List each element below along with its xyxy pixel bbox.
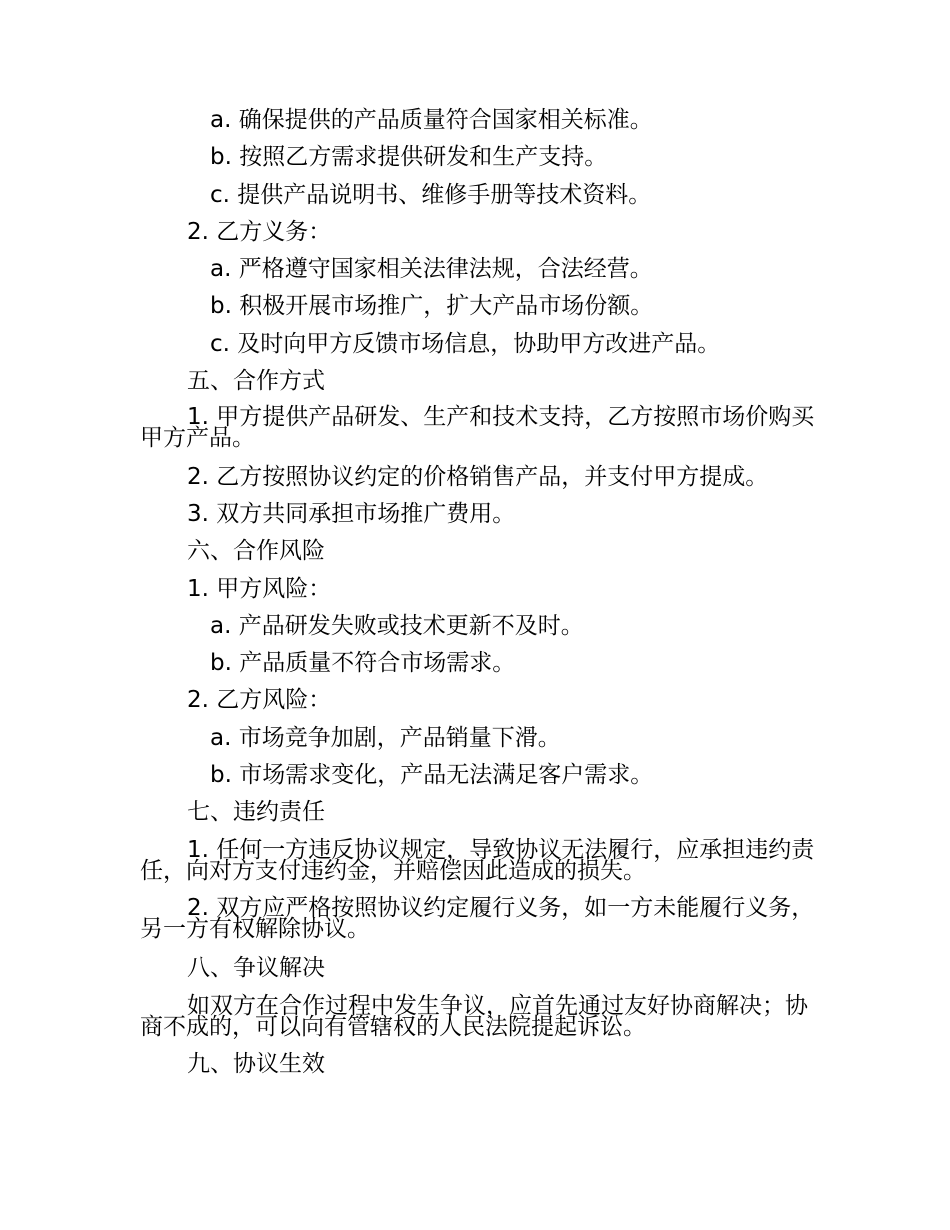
- party-b-risk-heading: 2. 乙方风险：: [187, 687, 332, 713]
- section-heading-dispute-resolution: 八、争议解决: [187, 955, 325, 981]
- section-heading-risks: 六、合作风险: [187, 538, 325, 564]
- party-b-duty-a: a. 严格遵守国家相关法律法规，合法经营。: [210, 256, 653, 282]
- section-heading-cooperation-mode: 五、合作方式: [187, 368, 325, 394]
- party-b-risk-b: b. 市场需求变化，产品无法满足客户需求。: [210, 762, 654, 788]
- section-heading-effectiveness: 九、协议生效: [187, 1051, 325, 1077]
- breach-item-1: 1. 任何一方违反协议规定，导致协议无法履行，应承担违约责任，向对方支付违约金，并赔偿因此造成的损失。: [140, 837, 815, 884]
- party-b-duties-heading: 2. 乙方义务：: [187, 219, 332, 245]
- party-a-risk-a: a. 产品研发失败或技术更新不及时。: [210, 613, 584, 639]
- party-a-risk-b: b. 产品质量不符合市场需求。: [210, 650, 516, 676]
- party-a-duty-c: c. 提供产品说明书、维修手册等技术资料。: [210, 182, 652, 208]
- cooperation-item-3: 3. 双方共同承担市场推广费用。: [187, 501, 516, 527]
- cooperation-item-1: 1. 甲方提供产品研发、生产和技术支持，乙方按照市场价购买甲方产品。: [140, 404, 815, 451]
- party-b-duty-b: b. 积极开展市场推广，扩大产品市场份额。: [210, 293, 654, 319]
- breach-item-2: 2. 双方应严格按照协议约定履行义务，如一方未能履行义务，另一方有权解除协议。: [140, 895, 815, 942]
- party-b-risk-a: a. 市场竞争加剧，产品销量下滑。: [210, 725, 561, 751]
- party-b-duty-c: c. 及时向甲方反馈市场信息，协助甲方改进产品。: [210, 331, 721, 357]
- party-a-risk-heading: 1. 甲方风险：: [187, 576, 332, 602]
- section-heading-breach-liability: 七、违约责任: [187, 799, 325, 825]
- party-a-duty-a: a. 确保提供的产品质量符合国家相关标准。: [210, 107, 653, 133]
- cooperation-item-2: 2. 乙方按照协议约定的价格销售产品，并支付甲方提成。: [187, 464, 769, 490]
- party-a-duty-b: b. 按照乙方需求提供研发和生产支持。: [210, 144, 608, 170]
- dispute-resolution-text: 如双方在合作过程中发生争议，应首先通过友好协商解决；协商不成的，可以向有管辖权的人民法院提起诉讼。: [140, 993, 808, 1040]
